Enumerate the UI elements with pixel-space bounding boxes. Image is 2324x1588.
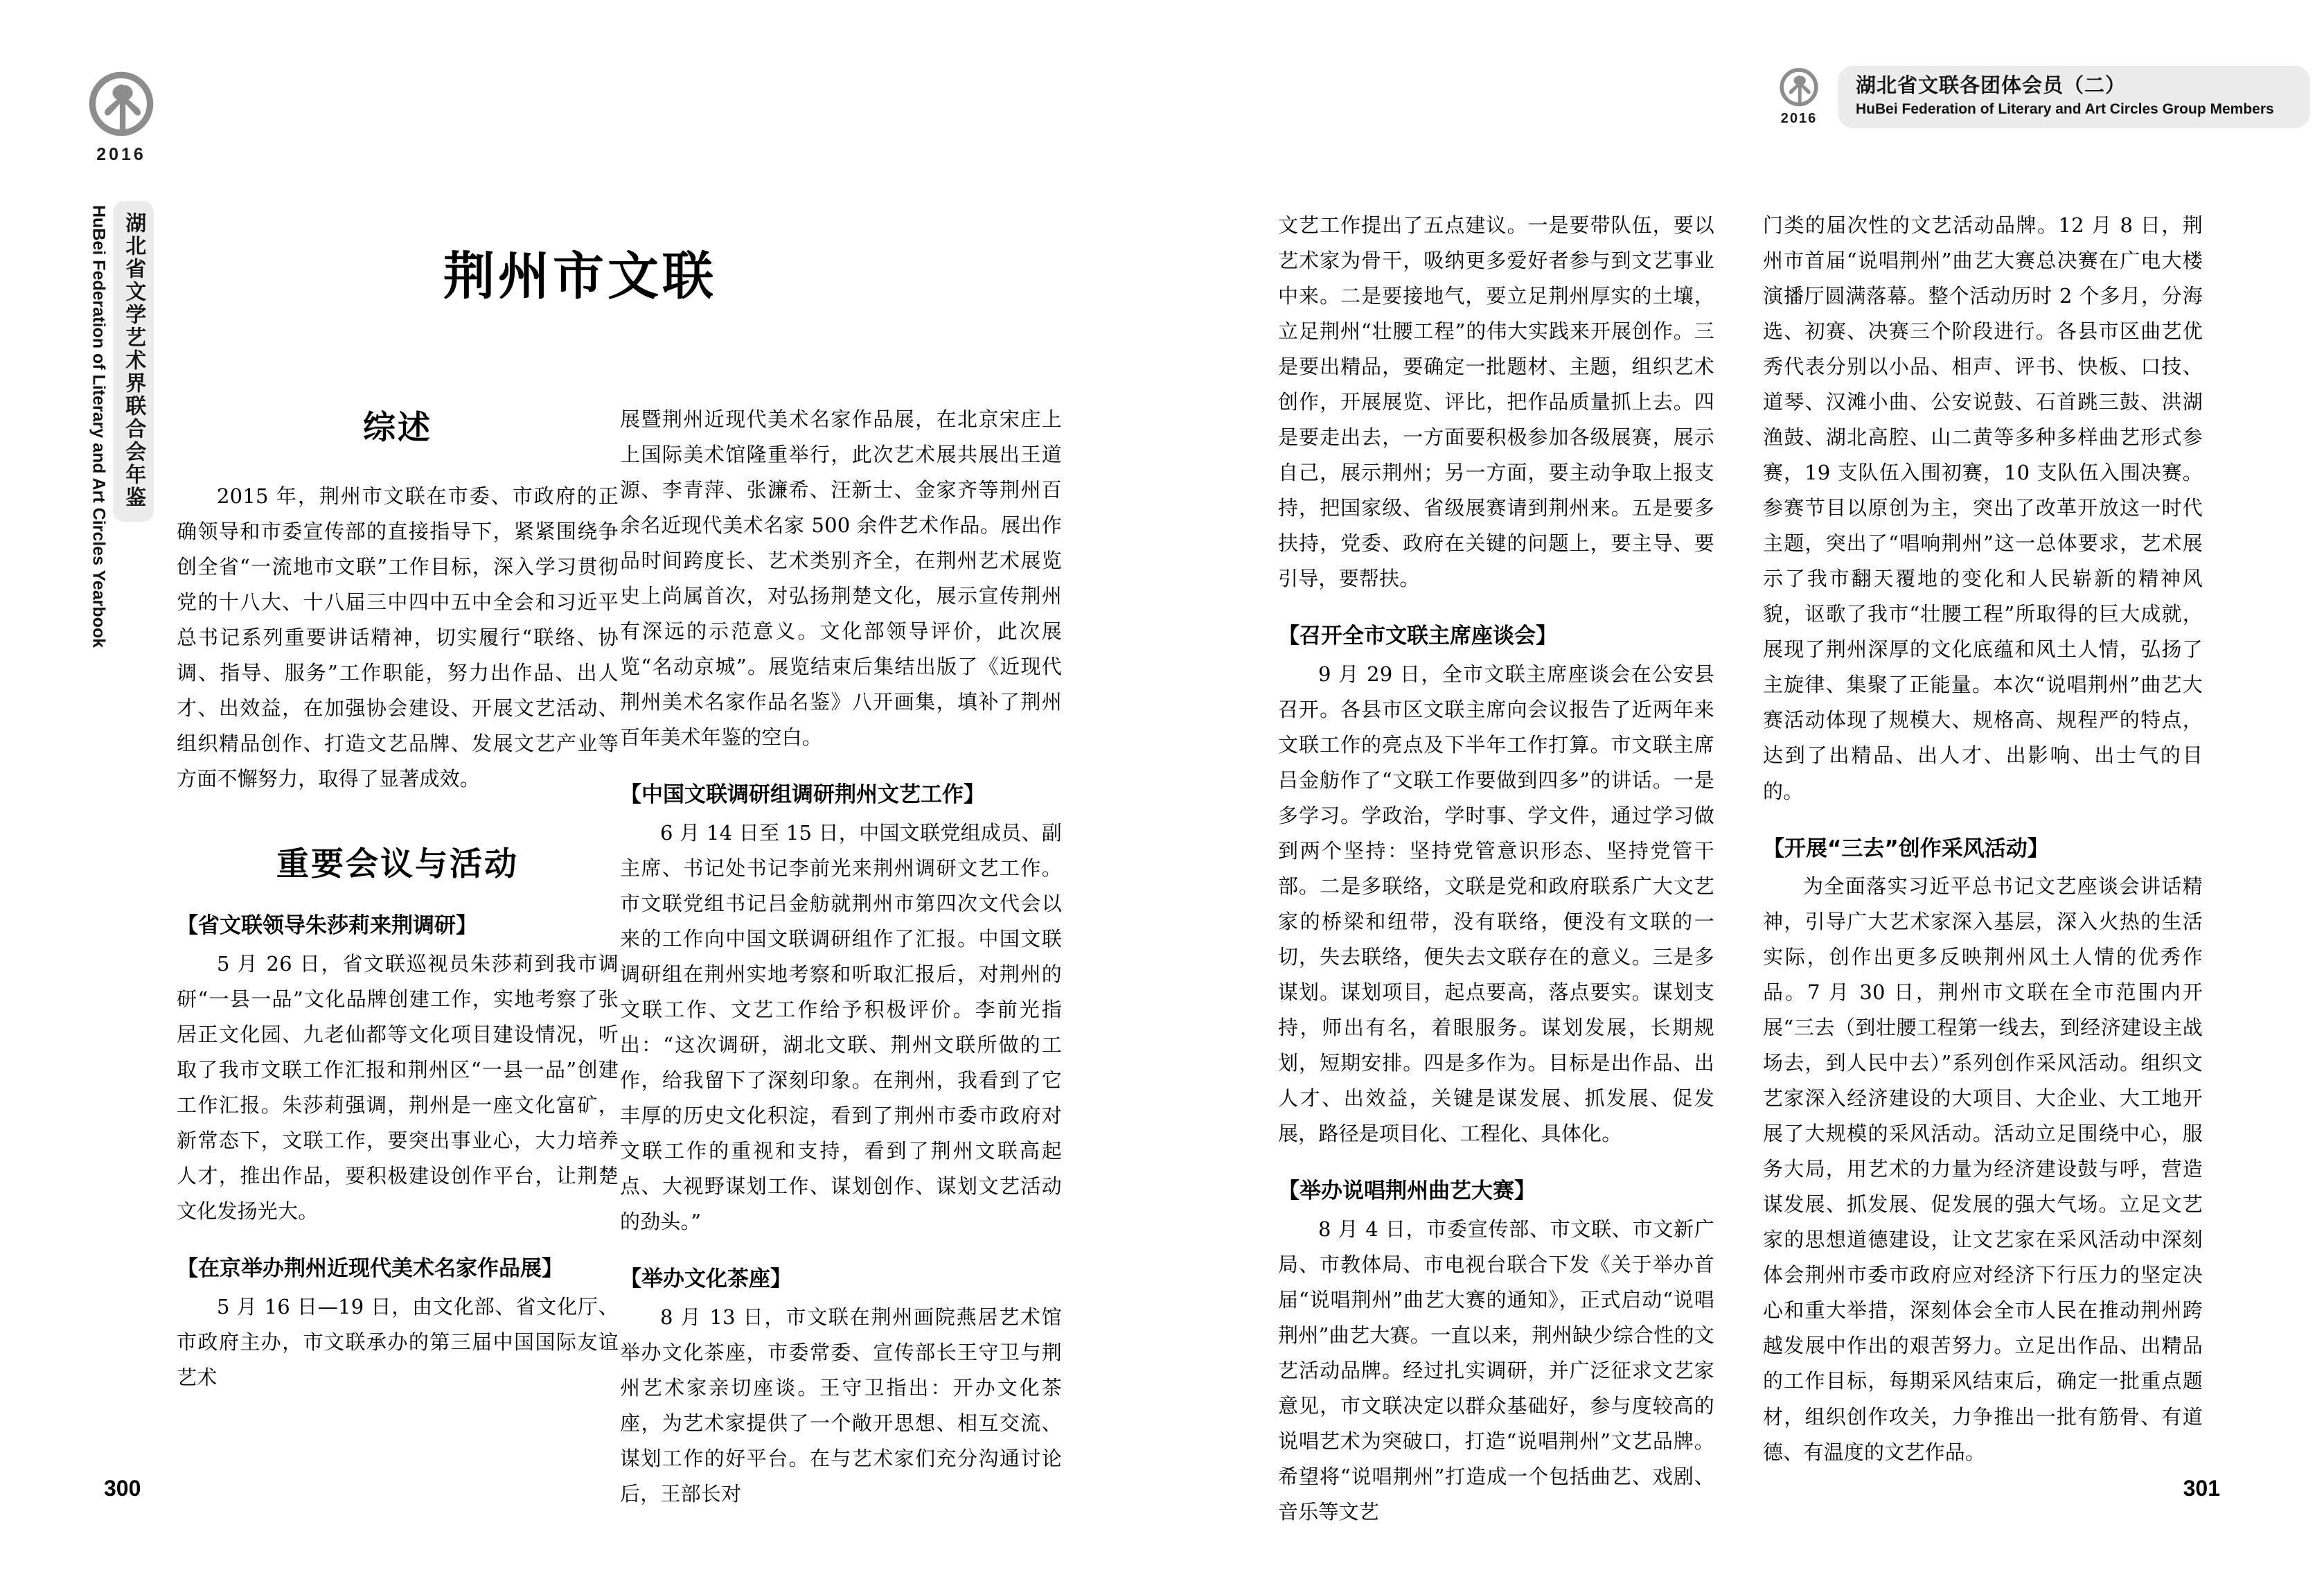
entry-body-5-continued: 门类的届次性的文艺活动品牌。12 月 8 日，荆州市首届“说唱荆州”曲艺大赛总决赛在广电大楼演播厅圆满落幕。整个活动历时 2 个多月，分海选、初赛、决赛三个阶段进行。各县市区曲艺优秀代表分别以小品、相声、评书、快板、口技、道琴、汉滩小曲、公安说鼓、石首跳三鼓、洪湖渔鼓、湖北高腔、山二黄等多种多样曲艺形式参赛，19 支队伍入围初赛，10 支队伍入围决赛。参赛节目以原创为主，突出了改革开放这一时代主题，突出了“唱响荆州”这一总体要求，艺术展示了我市翻天覆地的变化和人民崭新的精神风貌，讴歌了我市“壮腰工程”所取得的巨大成就，展现了荆州深厚的文化底蕴和风土人情，弘扬了主旋律、集聚了正能量。本次“说唱荆州”曲艺大赛活动体现了规模大、规格高、规程严的特点，达到了出精品、出人才、出影响、出士气的目的。 <box>1763 213 2203 803</box>
entry-body-5: 8 月 4 日，市委宣传部、市文联、市文新广局、市教体局、市电视台联合下发《关于举办首届“说唱荆州”曲艺大赛的通知》，正式启动“说唱荆州”曲艺大赛。一直以来，荆州缺少综合性的文艺活动品牌。经过扎实调研，并广泛征求文艺家意见，市文联决定以群众基础好，参与度较高的说唱艺术为突破口，打造“说唱荆州”文艺品牌。希望将“说唱荆州”打造成一个包括曲艺、戏剧、音乐等文艺 <box>1278 1217 1714 1524</box>
entry-heading-3: 【举办文化茶座】 <box>620 1267 792 1292</box>
section-title-overview: 综述 <box>363 409 432 447</box>
spine-rail <box>69 69 173 648</box>
entry-heading-2: 【中国文联调研组调研荆州文艺工作】 <box>620 782 985 808</box>
federation-logo-icon <box>85 69 157 141</box>
running-header <box>1770 66 2310 128</box>
entry-body-1-continued: 展暨荆州近现代美术名家作品展，在北京宋庄上上国际美术馆隆重举行，此次艺术展共展出王道源、李青萍、张濂希、汪新士、金家齐等荆州百余名近现代美术名家 500 余件艺术作品。展出作品时间跨度长、艺术类别齐全，在荆州艺术展览史上尚属首次，对弘扬荆楚文化，展示宣传荆州有深远的示范意义。文化部领导评价，此次展览“名动京城”。展览结束后集结出版了《近现代荆州美术名家作品名鉴》八开画集，填补了荆州百年美术年鉴的空白。 <box>620 407 1062 750</box>
running-header-year: 2016 <box>1780 111 1818 127</box>
text-column-2 <box>620 402 1062 1516</box>
entry-heading-1: 【在京举办荆州近现代美术名家作品展】 <box>177 1256 563 1282</box>
entry-body-4: 9 月 29 日，全市文联主席座谈会在公安县召开。各县市区文联主席向会议报告了近两年来文联工作的亮点及下半年工作打算。市文联主席吕金舫作了“文联工作要做到四多”的讲话。一是多学习。学政治，学时事、学文件，通过学习做到两个坚持：坚持党管意识形态、坚持党管干部。二是多联络，文联是党和政府联系广大文艺家的桥梁和纽带，没有联络，便没有文联的一切，失去联络，便失去文联存在的意义。三是多谋划。谋划项目，起点要高，落点要实。谋划支持，师出有名，着眼服务。谋划发展，长期规划，短期安排。四是多作为。目标是出作品、出人才、出效益，关键是谋发展、抓发展、促发展，路径是项目化、工程化、具体化。 <box>1278 662 1714 1146</box>
page-number-left: 300 <box>104 1476 141 1501</box>
entry-heading-4: 【召开全市文联主席座谈会】 <box>1278 624 1557 649</box>
spine-title-en: HuBei Federation of Literary and Art Circles Yearbook <box>89 205 109 649</box>
entry-heading-5: 【举办说唱荆州曲艺大赛】 <box>1278 1179 1536 1204</box>
entry-body-1: 5 月 16 日—19 日，由文化部、省文化厅、市政府主办，市文联承办的第三届中国国际友谊艺术 <box>177 1294 619 1389</box>
text-column-4 <box>1763 208 2203 1474</box>
federation-logo-icon <box>1777 67 1820 109</box>
entry-body-6: 为全面落实习近平总书记文艺座谈会讲话精神，引导广大艺术家深入基层，深入火热的生活实际，创作出更多反映荆州风土人情的优秀作品。7 月 30 日，荆州市文联在全市范围内开展“三去（到壮腰工程第一线去，到经济建设主战场去，到人民中去）”系列创作采风活动。组织文艺家深入经济建设的大项目、大企业、大工地开展了大规模的采风活动。活动立足围绕中心，服务大局，用艺术的力量为经济建设鼓与呼，营造谋发展、抓发展、促发展的强大气场。立足文艺家的思想道德建设，让文艺家在采风活动中深刻体会荆州市委市政府应对经济下行压力的坚定决心和重大举措，深刻体会全市人民在推动荆州跨越发展中作出的艰苦努力。立足出作品、出精品的工作目标，每期采风结束后，确定一批重点题材，组织创作攻关，力争推出一批有筋骨、有道德、有温度的文艺作品。 <box>1763 874 2203 1464</box>
page-number-right: 301 <box>2183 1476 2220 1501</box>
entry-body-3-continued: 文艺工作提出了五点建议。一是要带队伍，要以艺术家为骨干，吸纳更多爱好者参与到文艺事业中来。二是要接地气，要立足荆州厚实的土壤，立足荆州“壮腰工程”的伟大实践来开展创作。三是要出精品，要确定一批题材、主题，组织艺术创作，开展展览、评比，把作品质量抓上去。四是要走出去，一方面要积极参加各级展赛，展示自己，展示荆州；另一方面，要主动争取上报支持，把国家级、省级展赛请到荆州来。五是要多扶持，党委、政府在关键的问题上，要主导、要引导，要帮扶。 <box>1278 213 1714 591</box>
text-column-3 <box>1278 208 1714 1534</box>
running-header-title-en: HuBei Federation of Literary and Art Circles Group Members <box>1856 101 2274 118</box>
page-title: 荆州市文联 <box>443 246 717 306</box>
entry-heading-6: 【开展“三去”创作采风活动】 <box>1763 836 2049 861</box>
entry-heading-0: 【省文联领导朱莎莉来荆调研】 <box>177 913 477 939</box>
emblem-year-label: 2016 <box>96 145 146 164</box>
entry-body-0: 5 月 26 日，省文联巡视员朱莎莉到我市调研“一县一品”文化品牌创建工作，实地考察了张居正文化园、九老仙都等文化项目建设情况，听取了我市文联工作汇报和荆州区“一县一品”创建工作汇报。朱莎莉强调，荆州是一座文化富矿，新常态下，文联工作，要突出事业心，大力培养人才，推出作品，要积极建设创作平台，让荆楚文化发扬光大。 <box>177 951 619 1223</box>
publisher-emblem <box>85 69 157 165</box>
running-header-banner <box>1838 66 2310 128</box>
spine-title-cn: 湖北省文学艺术界联合会年鉴 <box>113 201 154 522</box>
running-header-emblem <box>1770 67 1828 127</box>
text-column-1 <box>177 402 619 1400</box>
section-title-meetings: 重要会议与活动 <box>276 845 519 884</box>
spine-titles <box>89 201 154 648</box>
overview-paragraph: 2015 年，荆州市文联在市委、市政府的正确领导和市委宣传部的直接指导下，紧紧围绕争创全省“一流地市文联”工作目标，深入学习贯彻党的十八大、十八届三中四中五中全会和习近平总书记系列重要讲话精神，切实履行“联络、协调、指导、服务”工作职能，努力出作品、出人才、出效益，在加强协会建设、开展文艺活动、组织精品创作、打造文艺品牌、发展文艺产业等方面不懈努力，取得了显著成效。 <box>177 484 619 791</box>
running-header-title-cn: 湖北省文联各团体会员（二） <box>1856 73 2127 97</box>
entry-body-3: 8 月 13 日，市文联在荆州画院燕居艺术馆举办文化茶座，市委常委、宣传部长王守卫与荆州艺术家亲切座谈。王守卫指出：开办文化茶座，为艺术家提供了一个敞开思想、相互交流、谋划工作的好平台。在与艺术家们充分沟通讨论后，王部长对 <box>620 1305 1062 1506</box>
entry-body-2: 6 月 14 日至 15 日，中国文联党组成员、副主席、书记处书记李前光来荆州调研文艺工作。市文联党组书记吕金舫就荆州市第四次文代会以来的工作向中国文联调研组作了汇报。中国文联调研组在荆州实地考察和听取汇报后，对荆州的文联工作、文艺工作给予积极评价。李前光指出：“这次调研，湖北文联、荆州文联所做的工作，给我留下了深刻印象。在荆州，我看到了它丰厚的历史文化积淀，看到了荆州市委市政府对文联工作的重视和支持，看到了荆州文联高起点、大视野谋划工作、谋划创作、谋划文艺活动的劲头。” <box>620 820 1062 1234</box>
